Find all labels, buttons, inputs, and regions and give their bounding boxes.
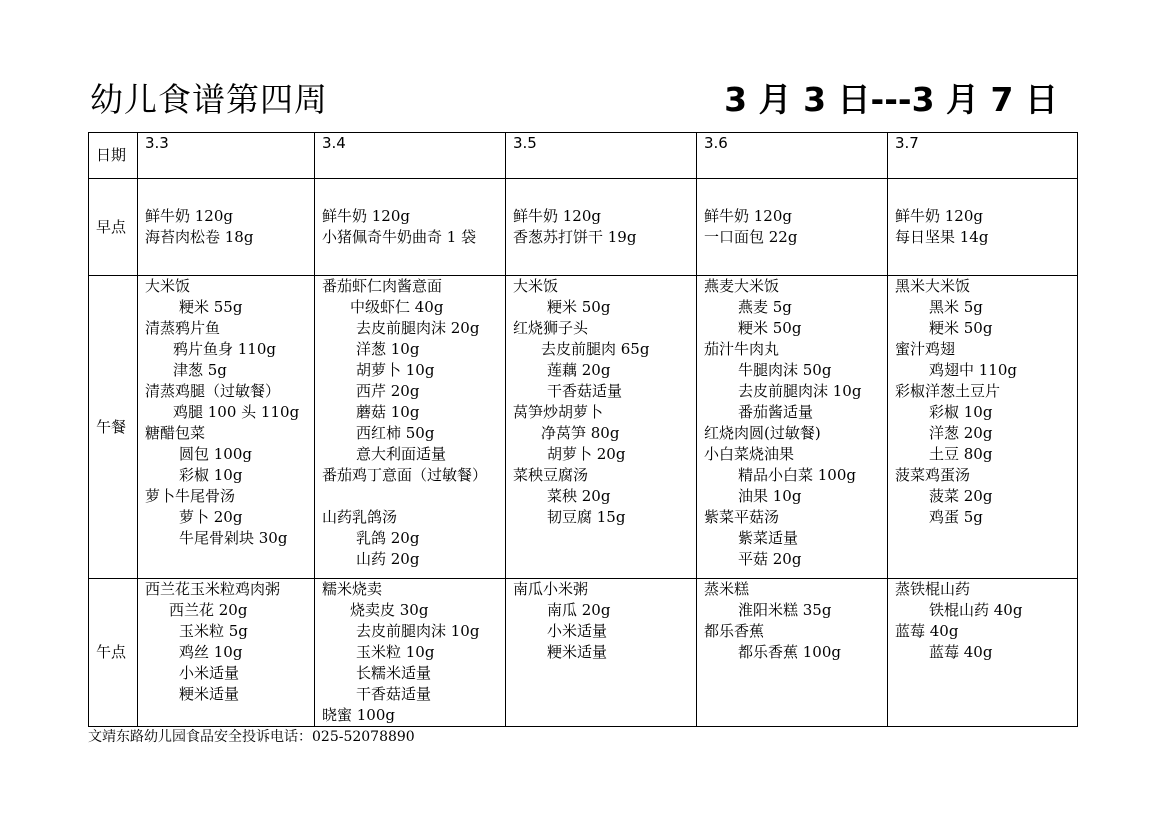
meal-row-snack (89, 579, 1078, 727)
day-header: 3.7 (888, 133, 1078, 179)
menu-line: 去皮前腿肉 65g (541, 340, 650, 358)
menu-line: 土豆 80g (929, 445, 993, 463)
menu-cell (888, 179, 1078, 276)
menu-line: 小猪佩奇牛奶曲奇 1 袋 (322, 228, 477, 246)
menu-line: 蜜汁鸡翅 (895, 340, 956, 358)
menu-line: 去皮前腿肉沫 10g (356, 622, 480, 640)
menu-line: 韧豆腐 15g (547, 508, 626, 526)
menu-line: 粳米 50g (547, 298, 611, 316)
meal-label: 早点 (89, 179, 138, 276)
menu-line: 蒸铁棍山药 (895, 580, 971, 598)
menu-line: 鸡丝 10g (179, 643, 243, 661)
menu-cell (697, 579, 888, 727)
menu-line: 蓝莓 40g (895, 622, 959, 640)
menu-line: 红烧肉圆(过敏餐) (704, 424, 821, 442)
menu-line: 紫菜适量 (738, 529, 799, 547)
menu-line: 一口面包 22g (704, 228, 798, 246)
menu-line: 菜秧 20g (547, 487, 611, 505)
menu-line: 番茄酱适量 (738, 403, 814, 421)
menu-line: 鲜牛奶 120g (145, 207, 234, 225)
menu-line: 都乐香蕉 (704, 622, 765, 640)
menu-line: 番茄虾仁肉酱意面 (322, 277, 443, 295)
menu-line: 去皮前腿肉沫 10g (738, 382, 862, 400)
menu-line: 清蒸鸡腿（过敏餐） (145, 382, 281, 400)
menu-cell (138, 276, 315, 579)
menu-line: 香葱苏打饼干 19g (513, 228, 637, 246)
menu-cell (697, 276, 888, 579)
menu-line: 彩椒洋葱土豆片 (895, 382, 1001, 400)
menu-line: 铁棍山药 40g (929, 601, 1023, 619)
menu-line: 胡萝卜 10g (356, 361, 435, 379)
date-range: 3 月 3 日---3 月 7 日 (724, 80, 1058, 119)
menu-line: 鲜牛奶 120g (322, 207, 411, 225)
menu-line: 烧卖皮 30g (350, 601, 429, 619)
menu-line: 西兰花 20g (169, 601, 248, 619)
menu-line: 萝卜 20g (179, 508, 243, 526)
menu-cell (506, 276, 697, 579)
menu-line: 干香菇适量 (356, 685, 432, 703)
menu-line: 西芹 20g (356, 382, 420, 400)
menu-line: 牛腿肉沫 50g (738, 361, 832, 379)
menu-cell (315, 179, 506, 276)
menu-line: 胡萝卜 20g (547, 445, 626, 463)
menu-cell (315, 579, 506, 727)
menu-line: 燕麦大米饭 (704, 277, 780, 295)
menu-line: 蘑菇 10g (356, 403, 420, 421)
menu-line: 萝卜牛尾骨汤 (145, 487, 236, 505)
menu-line: 番茄鸡丁意面（过敏餐） (322, 466, 488, 484)
menu-line: 山药乳鸽汤 (322, 508, 398, 526)
menu-cell (315, 276, 506, 579)
menu-line: 茄汁牛肉丸 (704, 340, 780, 358)
menu-line: 粳米适量 (547, 643, 608, 661)
menu-line: 精品小白菜 100g (738, 466, 857, 484)
menu-line: 黑米 5g (929, 298, 983, 316)
menu-cell (697, 179, 888, 276)
meal-label: 午餐 (89, 276, 138, 579)
menu-line: 山药 20g (356, 550, 420, 568)
menu-line: 玉米粒 5g (179, 622, 248, 640)
menu-line: 油果 10g (738, 487, 802, 505)
menu-line: 晓蜜 100g (322, 706, 396, 724)
menu-line: 意大利面适量 (356, 445, 447, 463)
menu-line: 粳米 55g (179, 298, 243, 316)
menu-line: 干香菇适量 (547, 382, 623, 400)
menu-line: 大米饭 (513, 277, 559, 295)
menu-line: 西红柿 50g (356, 424, 435, 442)
meal-row-breakfast (89, 179, 1078, 276)
menu-line: 紫菜平菇汤 (704, 508, 780, 526)
day-header: 3.4 (315, 133, 506, 179)
menu-line: 粳米适量 (179, 685, 240, 703)
menu-line: 乳鸽 20g (356, 529, 420, 547)
menu-line: 燕麦 5g (738, 298, 792, 316)
menu-cell (888, 276, 1078, 579)
menu-line: 长糯米适量 (356, 664, 432, 682)
menu-line: 南瓜 20g (547, 601, 611, 619)
day-header: 3.6 (697, 133, 888, 179)
corner-label: 日期 (89, 133, 138, 179)
menu-line: 去皮前腿肉沫 20g (356, 319, 480, 337)
menu-line: 菜秧豆腐汤 (513, 466, 589, 484)
menu-line: 小米适量 (547, 622, 608, 640)
page-title: 幼儿食谱第四周 (90, 80, 328, 119)
menu-cell (888, 579, 1078, 727)
menu-line: 大米饭 (145, 277, 191, 295)
menu-line: 鸡腿 100 头 110g (173, 403, 300, 421)
menu-table (88, 132, 1078, 727)
menu-line: 中级虾仁 40g (350, 298, 444, 316)
menu-line: 鲜牛奶 120g (513, 207, 602, 225)
menu-line: 鲜牛奶 120g (895, 207, 984, 225)
menu-line: 菠菜鸡蛋汤 (895, 466, 971, 484)
menu-line: 淮阳米糕 35g (738, 601, 832, 619)
day-header: 3.5 (506, 133, 697, 179)
menu-line: 西兰花玉米粒鸡肉粥 (145, 580, 281, 598)
menu-line: 清蒸鸦片鱼 (145, 319, 221, 337)
menu-cell (506, 579, 697, 727)
menu-line: 平菇 20g (738, 550, 802, 568)
menu-line: 蓝莓 40g (929, 643, 993, 661)
menu-line: 蒸米糕 (704, 580, 750, 598)
day-header: 3.3 (138, 133, 315, 179)
menu-line: 每日坚果 14g (895, 228, 989, 246)
menu-line: 都乐香蕉 100g (738, 643, 842, 661)
menu-line: 糖醋包菜 (145, 424, 206, 442)
menu-line: 糯米烧卖 (322, 580, 383, 598)
menu-line: 南瓜小米粥 (513, 580, 589, 598)
menu-line (322, 486, 505, 507)
menu-line: 鲜牛奶 120g (704, 207, 793, 225)
menu-line: 粳米 50g (929, 319, 993, 337)
menu-line: 莲藕 20g (547, 361, 611, 379)
menu-line: 莴笋炒胡萝卜 (513, 403, 604, 421)
meal-label: 午点 (89, 579, 138, 727)
menu-line: 红烧狮子头 (513, 319, 589, 337)
menu-line: 海苔肉松卷 18g (145, 228, 254, 246)
menu-cell (138, 179, 315, 276)
menu-line: 玉米粒 10g (356, 643, 435, 661)
menu-line: 粳米 50g (738, 319, 802, 337)
menu-line: 小白菜烧油果 (704, 445, 795, 463)
menu-line: 菠菜 20g (929, 487, 993, 505)
header-row (89, 133, 1078, 179)
menu-cell (138, 579, 315, 727)
menu-cell (506, 179, 697, 276)
menu-line: 圆包 100g (179, 445, 253, 463)
menu-line: 鸡翅中 110g (929, 361, 1018, 379)
menu-line: 洋葱 20g (929, 424, 993, 442)
menu-line: 黑米大米饭 (895, 277, 971, 295)
menu-line: 鸦片鱼身 110g (173, 340, 277, 358)
meal-row-lunch (89, 276, 1078, 579)
menu-line: 津葱 5g (173, 361, 227, 379)
menu-line: 洋葱 10g (356, 340, 420, 358)
menu-line: 彩椒 10g (929, 403, 993, 421)
complaint-hotline: 文靖东路幼儿园食品安全投诉电话：025-52078890 (88, 729, 415, 745)
menu-line: 小米适量 (179, 664, 240, 682)
menu-line: 净莴笋 80g (541, 424, 620, 442)
menu-line: 鸡蛋 5g (929, 508, 983, 526)
menu-line: 彩椒 10g (179, 466, 243, 484)
menu-line: 牛尾骨剁块 30g (179, 529, 288, 547)
